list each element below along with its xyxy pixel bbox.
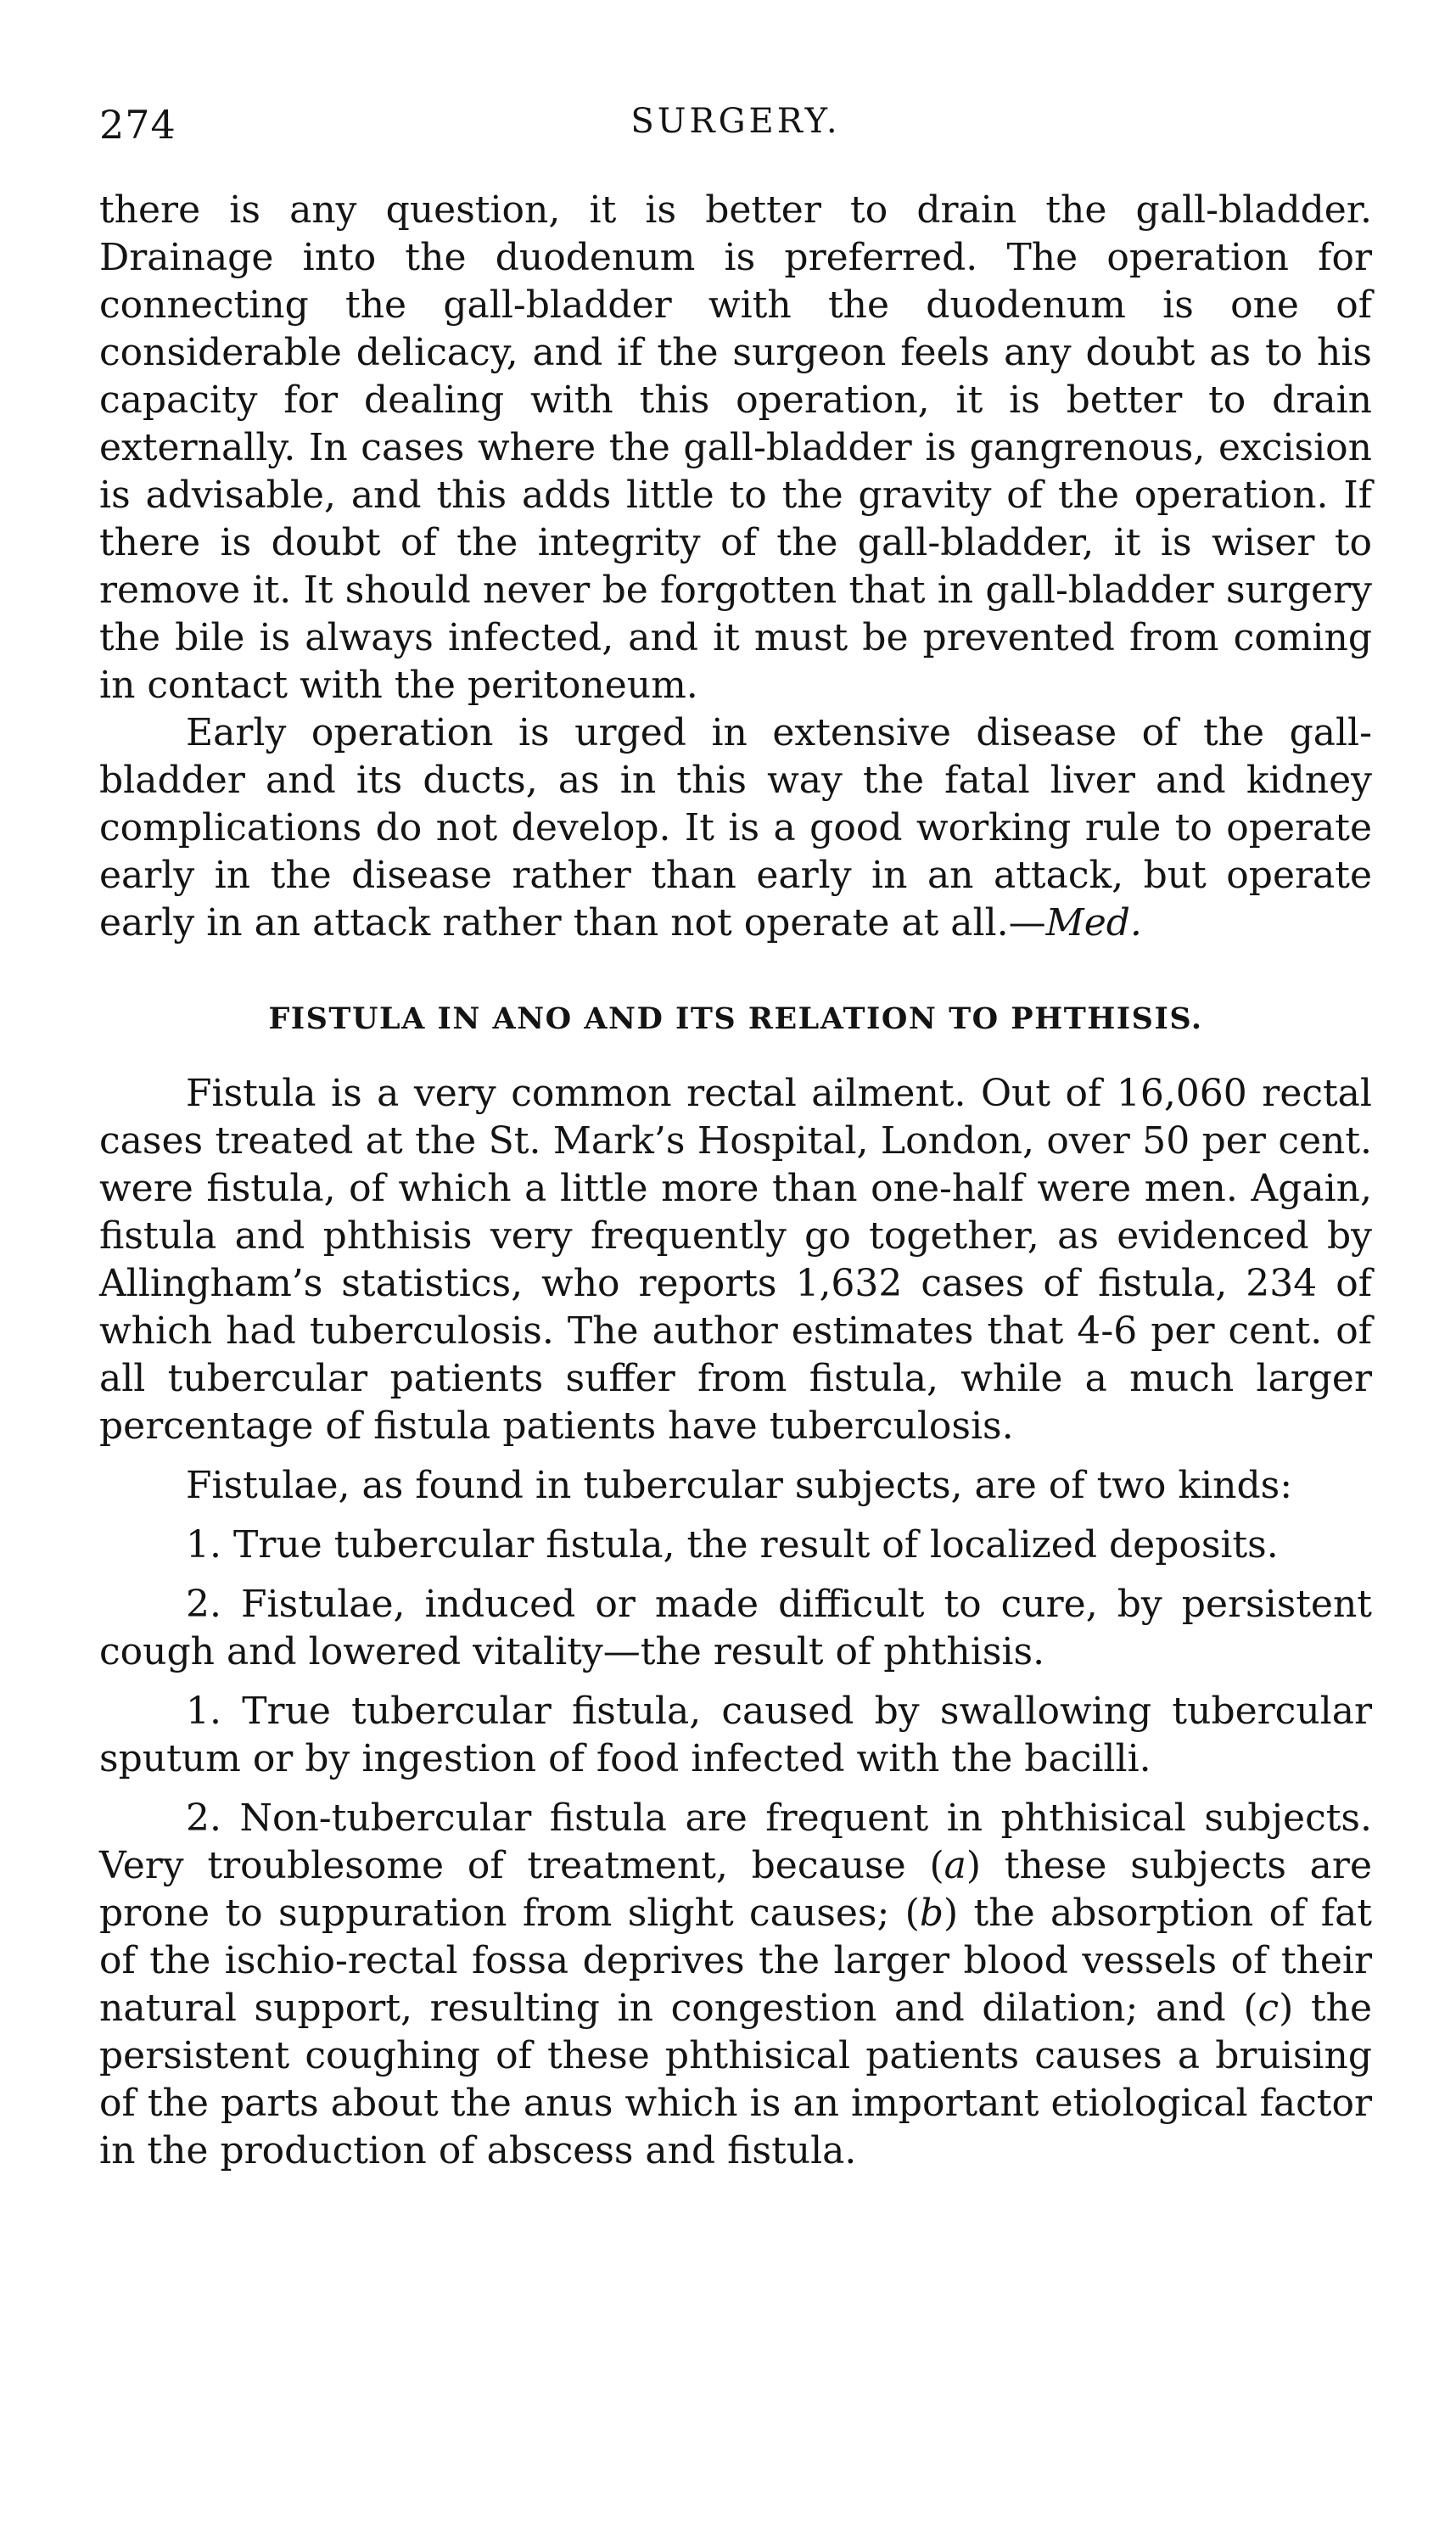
fistulae-kinds-paragraph: Fistulae, as found in tubercular subjects, are of two kinds: <box>186 1464 1293 1507</box>
page-number: 274 <box>99 102 176 148</box>
final-text-1: 2. Non-tubercular fistula are frequent in phthisical subjects. Very troublesome of treatment, because ( <box>99 1797 1372 1887</box>
true-tubercular-paragraph: 1. True tubercular fistula, caused by swallowing tubercular sputum or by ingestion of food infected with the bacilli. <box>99 1690 1372 1780</box>
kind-one-paragraph: 1. True tubercular fistula, the result of localized deposits. <box>186 1523 1279 1567</box>
book-page <box>99 93 1372 2175</box>
running-head: SURGERY. <box>630 102 841 141</box>
final-text-4: ) the persistent coughing of these phthisical patients causes a bruising of the parts about the anus which is an important etiological factor in the production of abscess and fistula. <box>99 1987 1373 2172</box>
non-tubercular-paragraph <box>99 1795 1372 2175</box>
source-citation: Med. <box>1045 901 1142 944</box>
kind-two-paragraph: 2. Fistulae, induced or made difficult to cure, by persistent cough and lowered vitality—the result of phthisis. <box>99 1583 1372 1673</box>
marker-c: c <box>1257 1987 1280 2030</box>
section-heading: FISTULA IN ANO AND ITS RELATION TO PHTHISIS. <box>268 1001 1203 1036</box>
continued-paragraph: there is any question, it is better to drain the gall-bladder. Drainage into the duodenum is preferred. The operation for connecting the gall-bladder with the duodenum is one of considerable delicacy, and if the surgeon feels any doubt as to his capacity for dealing with this operation, it is better to drain externally. In cases where the gall-bladder is gangrenous, excision is advisable, and this adds little to the gravity of the operation. If there is doubt of the integrity of the gall-bladder, it is wiser to remove it. It should never be forgotten that in gall-bladder surgery the bile is always infected, and it must be prevented from coming in contact with the peritoneum. <box>99 188 1372 707</box>
early-operation-text: Early operation is urged in extensive disease of the gall-bladder and its ducts, as in this way the fatal liver and kidney complications do not develop. It is a good working rule to operate early in the disease rather than early in an attack, but operate early in an attack rather than not operate at all.— <box>99 711 1372 944</box>
page-header <box>99 93 1372 161</box>
final-text-2: ) these subjects are prone to suppuration from slight causes; ( <box>99 1844 1372 1935</box>
fistula-intro-paragraph: Fistula is a very common rectal ailment. Out of 16,060 rectal cases treated at the St. Mark’s Hospital, London, over 50 per cent. were fistula, of which a little more than one-half were men. Again, fistula and phthisis very frequently go together, as evidenced by Allingham’s statistics, who reports 1,632 cases of fistula, 234 of which had tuberculosis. The author estimates that 4-6 per cent. of all tubercular patients suffer from fistula, while a much larger percentage of fistula patients have tuberculosis. <box>99 1072 1372 1448</box>
marker-b: b <box>919 1892 944 1935</box>
final-text-3: ) the absorption of fat of the ischio-rectal fossa deprives the larger blood vessels of their natural support, resulting in congestion and dilation; and ( <box>99 1892 1372 2030</box>
early-operation-paragraph <box>99 709 1372 947</box>
marker-a: a <box>944 1844 966 1887</box>
